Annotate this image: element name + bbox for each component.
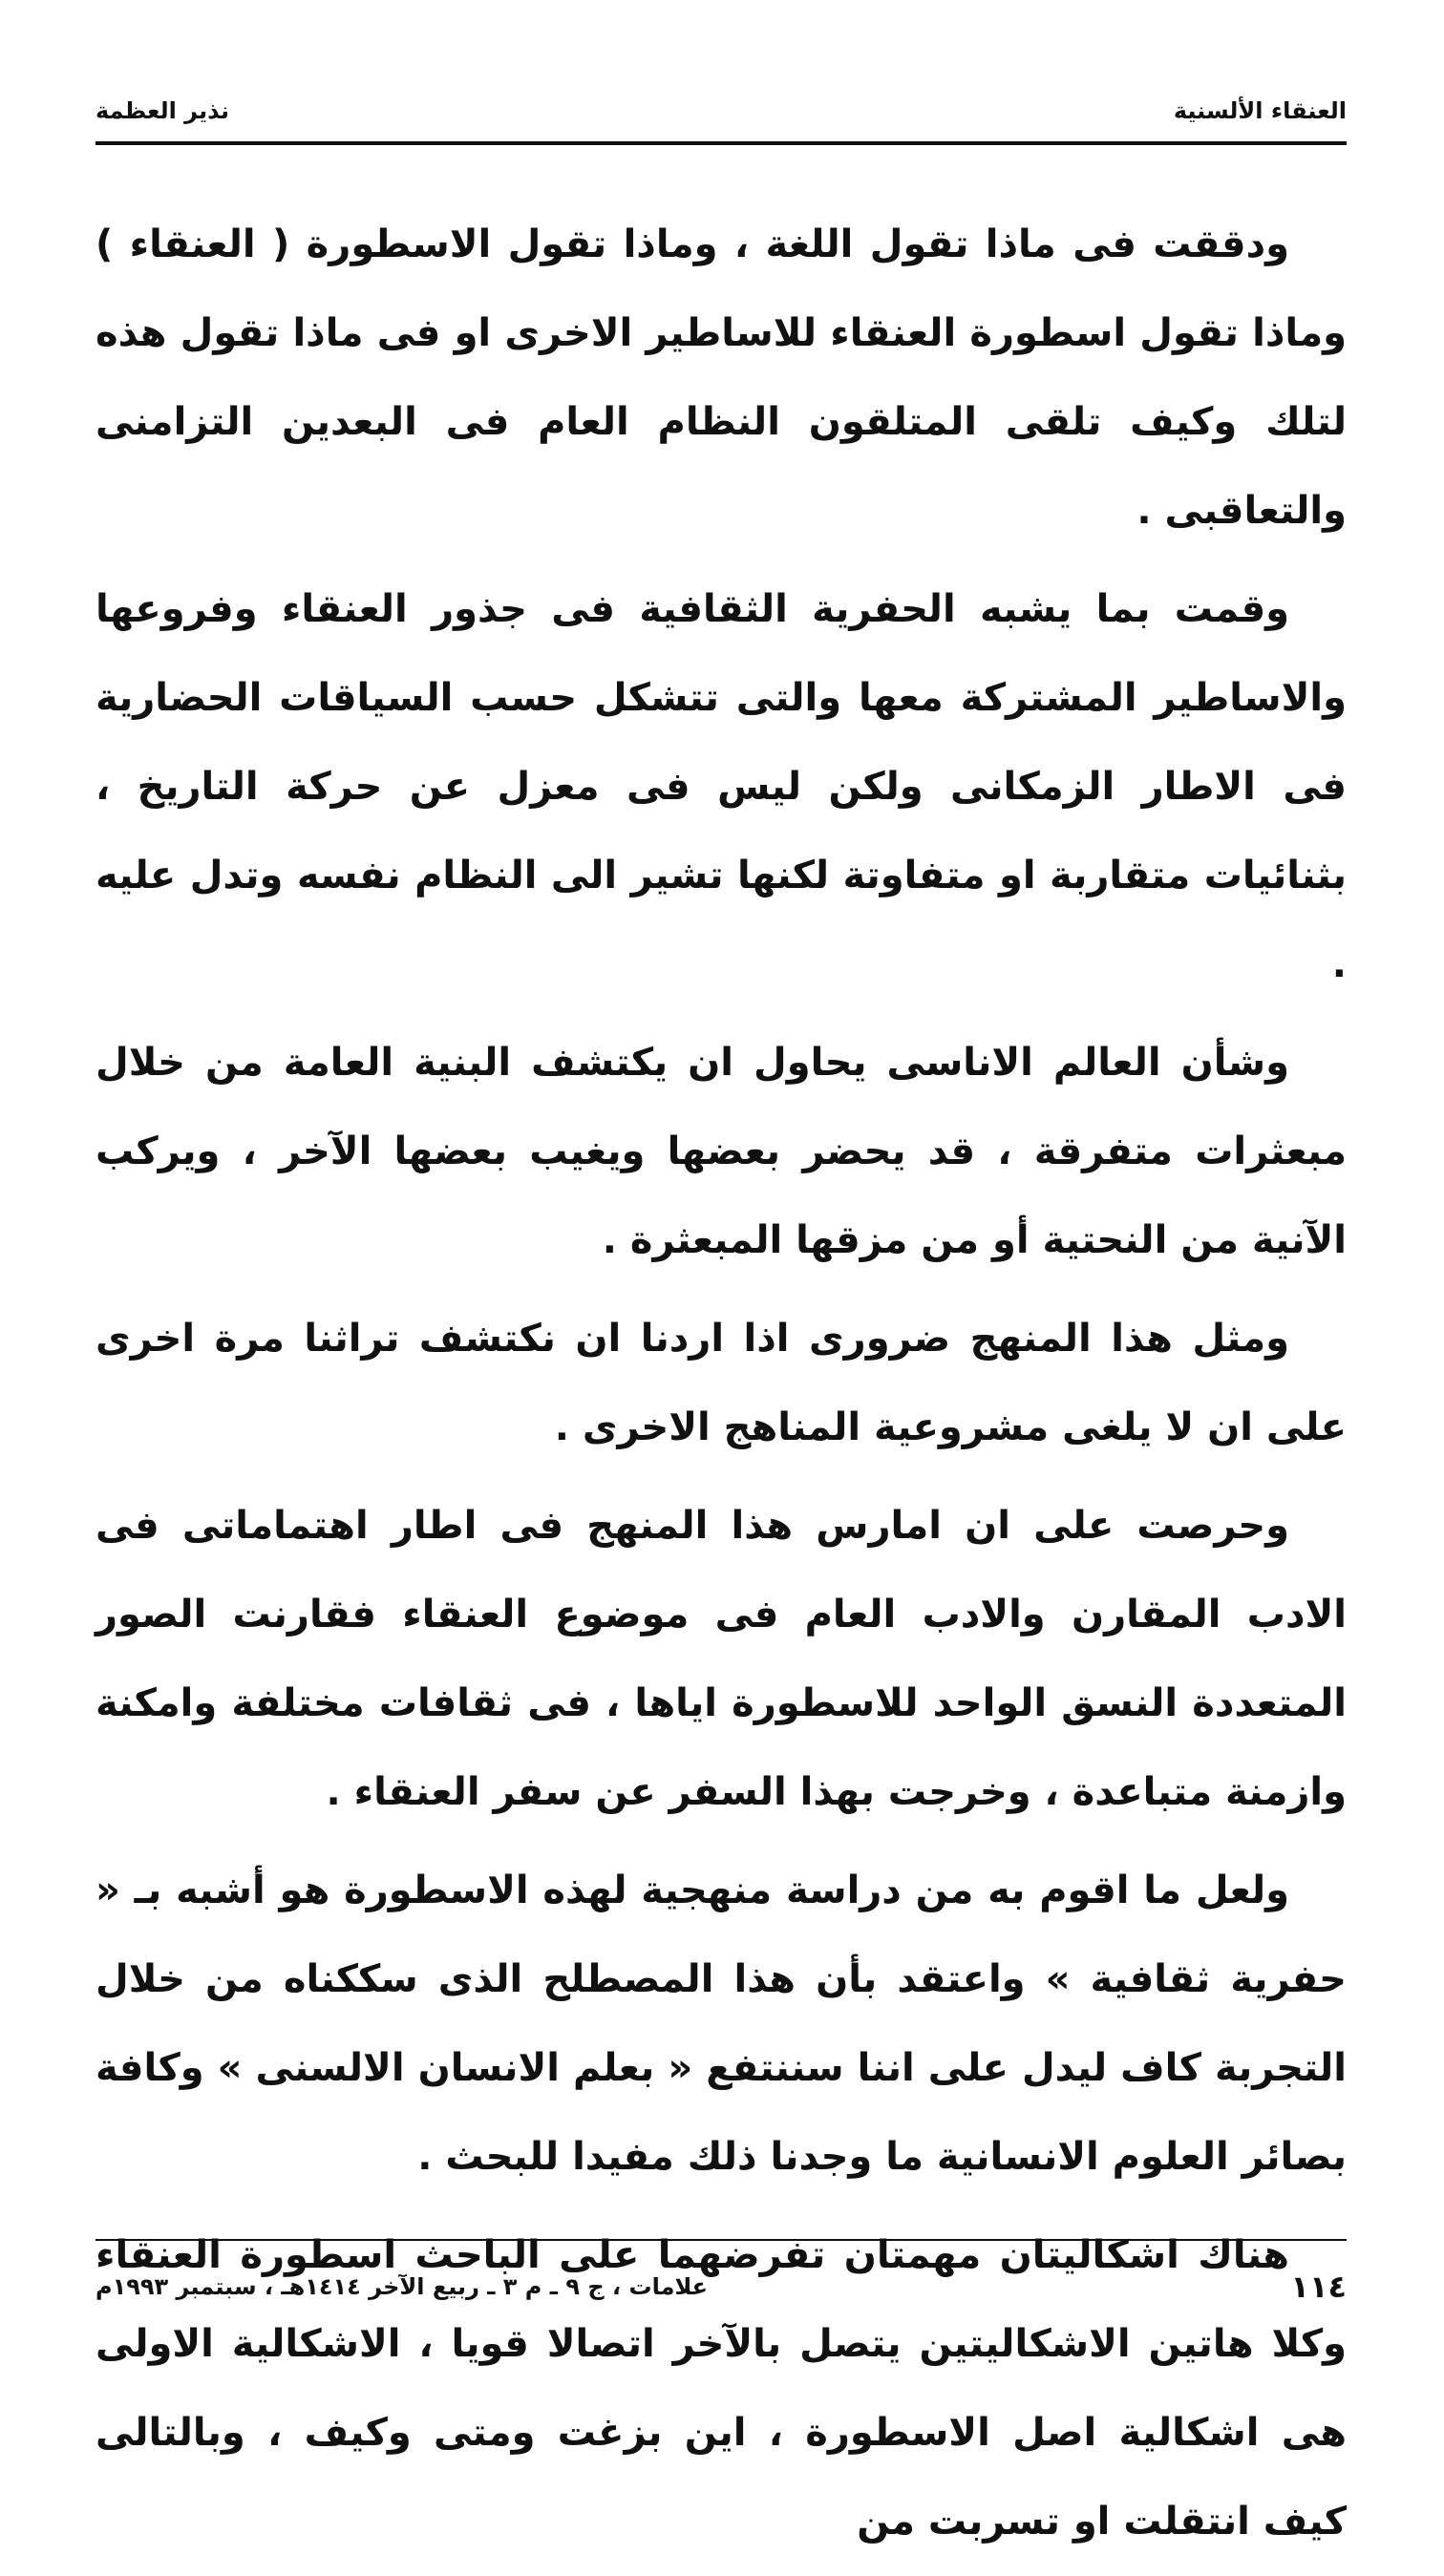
header-rule [96, 141, 1347, 145]
body-text [96, 201, 1347, 2576]
paragraph-4: ومثل هذا المنهج ضرورى اذا اردنا ان نكتشف تراثنا مرة اخرى على ان لا يلغى مشروعية المناهج الاخرى . [96, 1317, 1347, 1449]
page-footer [96, 2268, 1347, 2306]
paragraph-1: ودققت فى ماذا تقول اللغة ، وماذا تقول الاسطورة ( العنقاء ) وماذا تقول اسطورة العنقاء للاساطير الاخرى او فى ماذا تقول هذه لتلك وكيف تلقى المتلقون النظام العام فى البعدين التزامنى والتعاقبى . [96, 222, 1347, 533]
paragraph-6: ولعل ما اقوم به من دراسة منهجية لهذه الاسطورة هو أشبه بـ « حفرية ثقافية » واعتقد بأن هذا المصطلح الذى سككناه من خلال التجربة كاف ليدل على اننا سننتفع « بعلم الانسان الالسنى » وكافة بصائر العلوم الانسانية ما وجدنا ذلك مفيدا للبحث . [96, 1869, 1347, 2179]
paragraph-2: وقمت بما يشبه الحفرية الثقافية فى جذور العنقاء وفروعها والاساطير المشتركة معها والتى تتشكل حسب السياقات الحضارية فى الاطار الزمكانى ولكن ليس فى معزل عن حركة التاريخ ، بثنائيات متقاربة او متفاوتة لكنها تشير الى النظام نفسه وتدل عليه . [96, 587, 1347, 986]
paragraph-7: هناك اشكاليتان مهمتان تفرضهما على الباحث اسطورة العنقاء وكلا هاتين الاشكاليتين يتصل بالآخر اتصالا قويا ، الاشكالية الاولى هى اشكالية اصل الاسطورة ، اين بزغت ومتى وكيف ، وبالتالى كيف انتقلت او تسربت من [96, 2233, 1347, 2544]
footer-rule [96, 2239, 1347, 2241]
running-header [96, 76, 1347, 124]
running-header-book-title: العنقاء الألسنية [1173, 97, 1347, 124]
page-number: ١١٤ [1290, 2269, 1347, 2305]
journal-citation: علامات ، ج ٩ ـ م ٣ ـ ربيع الآخر ١٤١٤هـ ، سبتمبر ١٩٩٣م [96, 2273, 709, 2300]
book-page [96, 76, 1347, 2544]
paragraph-5: وحرصت على ان امارس هذا المنهج فى اطار اهتماماتى فى الادب المقارن والادب العام فى موضوع العنقاء فقارنت الصور المتعددة النسق الواحد للاسطورة اياها ، فى ثقافات مختلفة وامكنة وازمنة متباعدة ، وخرجت بهذا السفر عن سفر العنقاء . [96, 1504, 1347, 1814]
paragraph-3: وشأن العالم الاناسى يحاول ان يكتشف البنية العامة من خلال مبعثرات متفرقة ، قد يحضر بعضها ويغيب بعضها الآخر ، ويركب الآنية من النحتية أو من مزقها المبعثرة . [96, 1041, 1347, 1262]
running-header-author: نذير العظمة [96, 97, 229, 124]
